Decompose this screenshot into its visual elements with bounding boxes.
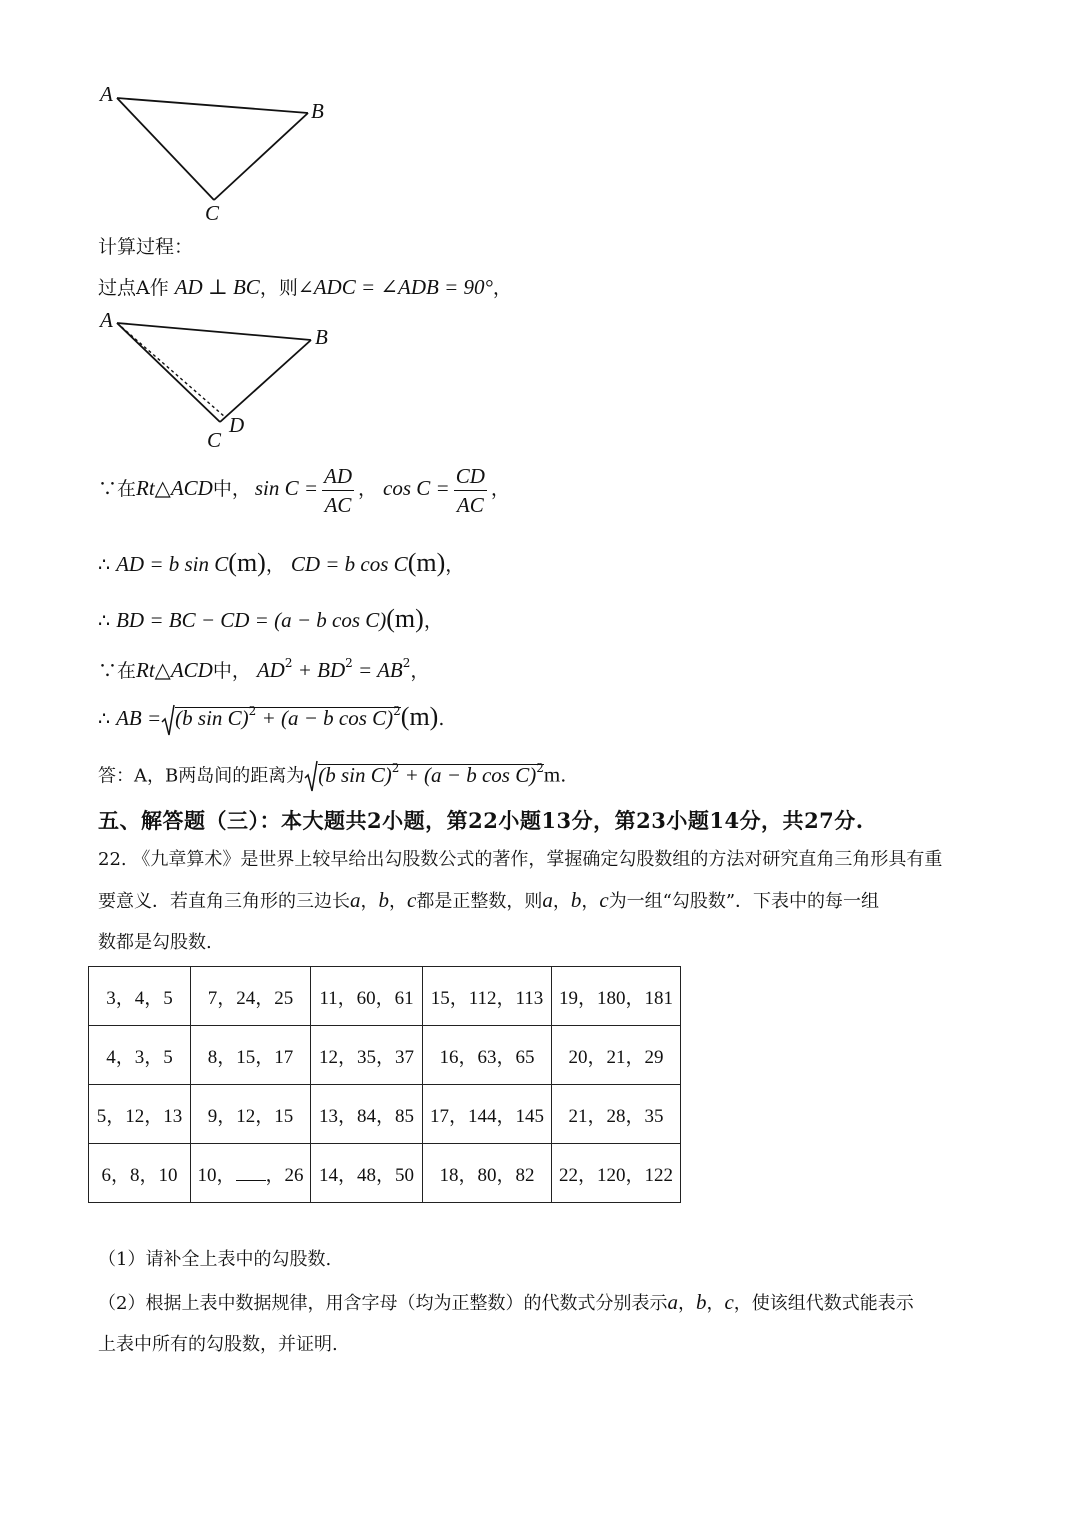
triangle-abc-figure [95,80,345,225]
step-5: ∵在Rt△ACD中， $AD^2 + BD^2 = AB^2$， [98,656,430,682]
table-row [89,967,681,1026]
section-heading: 五、解答题（三）：本大题共2小题，第22小题13分，第23小题14分，共27分. [98,808,864,833]
pythagorean-triples-table [88,966,681,1203]
table-cell: 12，35，37 [311,1026,423,1085]
side-bc [214,113,308,200]
problem-22-line-2: 要意义．若直角三角形的三边长a，b，c都是正整数，则a，b，c为一组“勾股数”．下表中的每一组 [98,888,880,912]
table-row [89,1026,681,1085]
table-cell: 8，15，17 [191,1026,311,1085]
fill-in-blank[interactable] [236,1162,266,1181]
table-cell: 19，180，181 [552,967,681,1026]
side-ab [117,323,311,340]
altitude-ad [117,323,225,417]
triangle-acd-figure [95,305,345,455]
step-4: ∴ BD = BC − CD = (a − b cos C)(m)， [98,604,443,633]
table-cell: 15，112，113 [423,967,552,1026]
label-d: D [229,413,245,437]
table-cell: 16，63，65 [423,1026,552,1085]
answer-line: 答：A，B两岛间的距离为 (b sin C)$^2$ + (a − b cos C)$^2$m. [98,760,566,794]
step-3: ∴ AD = b sin C(m)， CD = b cos C(m)， [98,548,465,577]
blank-cell: 10， ，26 [191,1144,311,1203]
label-c: C [207,428,222,452]
table-cell: 9，12，15 [191,1085,311,1144]
question-2-line-1: （2）根据上表中数据规律，用含字母（均为正整数）的代数式分别表示a，b，c，使该组代数式能表示 [98,1290,914,1314]
sqrt-sign [304,760,318,794]
table-cell: 11，60，61 [311,967,423,1026]
table-row [89,1144,681,1203]
calc-label: 计算过程： [98,236,194,258]
table-cell: 4，3，5 [89,1026,191,1085]
problem-22-line-1: 22. 《九章算术》是世界上较早给出勾股数公式的著作，掌握确定勾股数组的方法对研究直角三角形具有重 [98,849,943,870]
question-1: （1）请补全上表中的勾股数. [98,1249,332,1270]
step-6: ∴ AB = (b sin C)$^2$ + (a − b cos C)$^2$(m). [98,702,444,738]
sqrt-sign [161,704,175,738]
side-ac [117,323,220,422]
table-cell: 21，28，35 [552,1085,681,1144]
table-cell: 13，84，85 [311,1085,423,1144]
table-row [89,1085,681,1144]
table-cell: 3，4，5 [89,967,191,1026]
sqrt-expression: (b sin C)$^2$ + (a − b cos C)$^2$ [304,760,544,794]
cos-fraction: $\frac{CD}{AC}$ [455,464,485,517]
label-a: A [100,308,113,332]
label-b: B [311,99,324,123]
table-cell: 14，48，50 [311,1144,423,1203]
table-cell: 7，24，25 [191,967,311,1026]
side-ab [117,98,308,113]
table-cell: 6，8，10 [89,1144,191,1203]
label-a: A [100,82,113,106]
table-cell: 20，21，29 [552,1026,681,1085]
side-ac [117,98,214,200]
table-cell: 5，12，13 [89,1085,191,1144]
sqrt-expression: (b sin C)$^2$ + (a − b cos C)$^2$ [161,704,401,738]
table-cell: 17，144，145 [423,1085,552,1144]
question-2-line-2: 上表中所有的勾股数，并证明. [98,1334,338,1355]
table-cell: 22，120，122 [552,1144,681,1203]
label-b: B [315,325,328,349]
step-1: 过点A作 AD ⊥ BC，则∠ADC = ∠ADB = 90°， [98,275,512,299]
table-cell: 18，80，82 [423,1144,552,1203]
side-bc [220,340,311,422]
step-2: ∵在Rt△ACD中， sin C = $\frac{AD}{AC}$ ， cos C = $\frac{CD}{AC}$ ， [98,464,510,517]
label-c: C [205,201,220,225]
problem-22-line-3: 数都是勾股数. [98,932,212,953]
sin-fraction: $\frac{AD}{AC}$ [324,464,353,517]
